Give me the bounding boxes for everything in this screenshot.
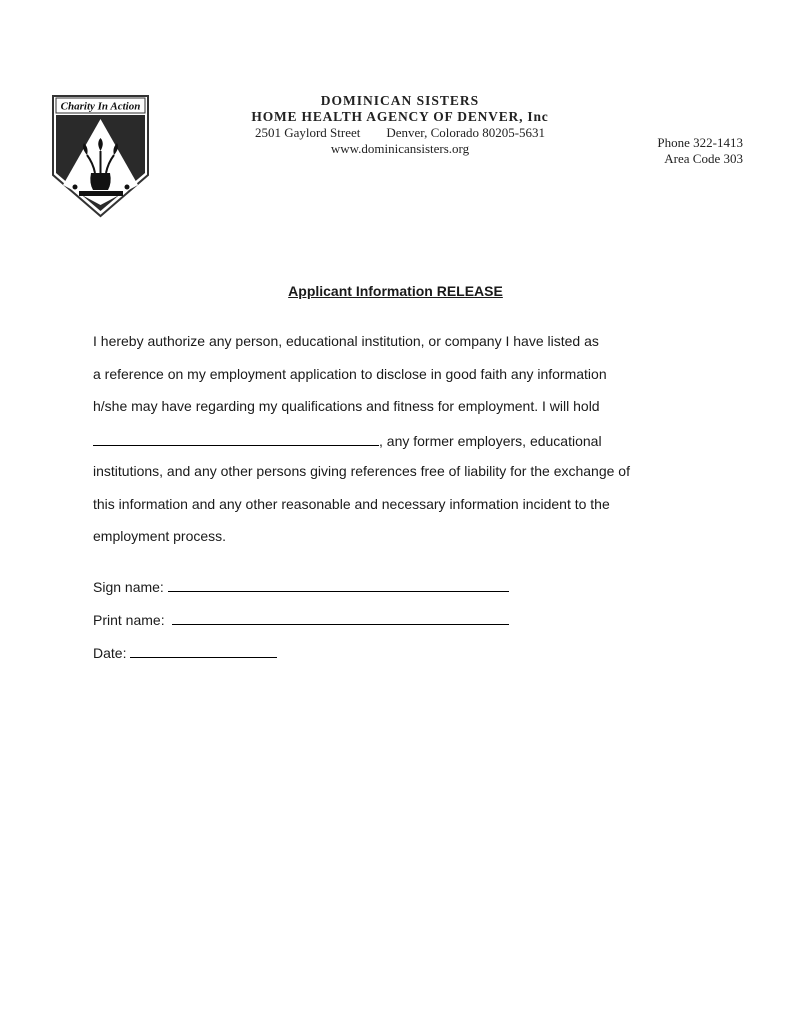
- agency-contact: [620, 135, 743, 166]
- sign-name-row: [93, 577, 509, 596]
- agency-logo: [51, 93, 151, 219]
- body-line-4: [93, 431, 713, 450]
- agency-area-code: Area Code 303: [664, 150, 743, 166]
- date-label: Date:: [93, 645, 127, 661]
- body-line-6: this information and any other reasonable and necessary information incident to the: [93, 496, 610, 512]
- body-line-4-text: , any former employers, educational: [379, 433, 602, 449]
- date-field[interactable]: [130, 643, 277, 658]
- sign-name-label: Sign name:: [93, 579, 164, 595]
- agency-street: 2501 Gaylord Street: [254, 125, 361, 140]
- form-title: Applicant Information RELEASE: [288, 283, 503, 299]
- body-line-5: institutions, and any other persons giving references free of liability for the exchange of: [93, 463, 630, 479]
- agency-phone: Phone 322-1413: [657, 135, 743, 150]
- print-name-label: Print name:: [93, 612, 165, 628]
- print-name-field[interactable]: [172, 610, 509, 625]
- agency-city: Denver, Colorado 80205-5631: [386, 125, 546, 140]
- agency-website: www.dominicansisters.org: [330, 141, 470, 156]
- print-name-row: [93, 610, 509, 629]
- release-name-blank[interactable]: [93, 431, 379, 446]
- sign-name-field[interactable]: [168, 577, 509, 592]
- logo-motto: Charity In Action: [60, 100, 141, 113]
- body-line-3: h/she may have regarding my qualifications and fitness for employment. I will hold: [93, 398, 600, 414]
- body-line-7: employment process.: [93, 528, 227, 544]
- shield-emblem-icon: [51, 93, 151, 219]
- body-line-2: a reference on my employment application to disclose in good faith any information: [93, 366, 607, 382]
- body-line-1: I hereby authorize any person, educational institution, or company I have listed as: [93, 333, 599, 349]
- letterhead: [230, 93, 570, 157]
- agency-name-line1: DOMINICAN SISTERS: [320, 93, 480, 108]
- agency-name-line2: HOME HEALTH AGENCY OF DENVER, Inc: [251, 109, 549, 124]
- agency-address: [230, 125, 570, 141]
- date-row: [93, 643, 277, 662]
